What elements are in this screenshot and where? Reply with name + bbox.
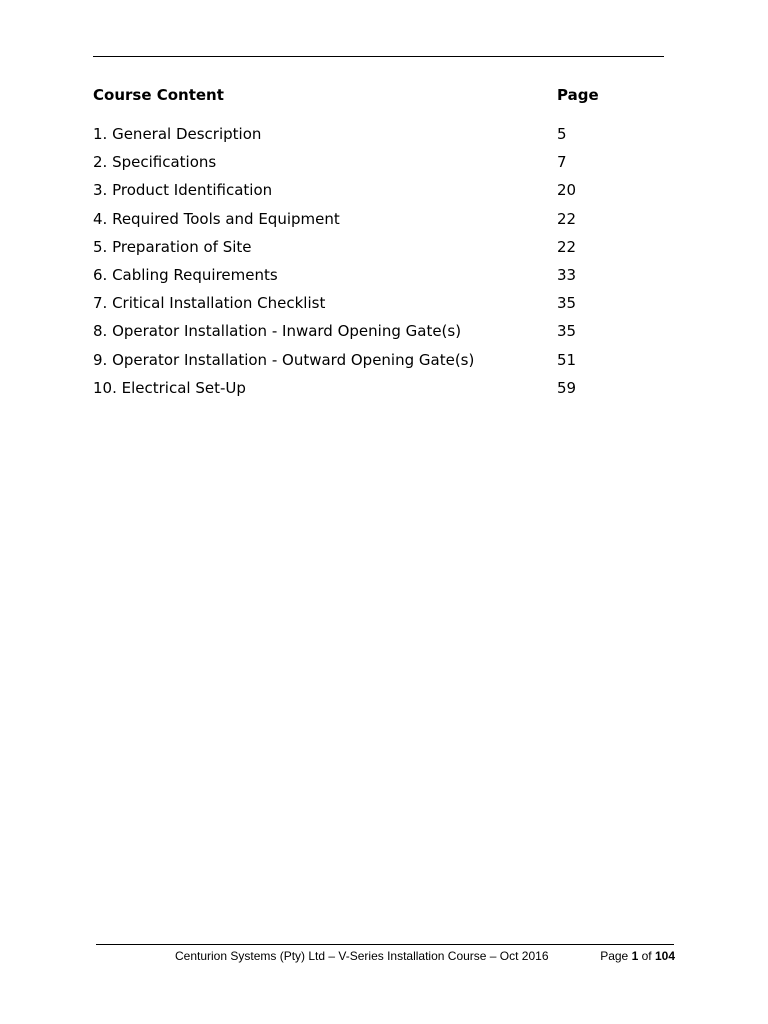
header-rule <box>93 56 664 57</box>
toc-entry-title: 9. Operator Installation - Outward Opening Gate(s) <box>93 350 475 369</box>
toc-entry <box>93 321 613 349</box>
toc-header <box>93 86 613 108</box>
toc-entry-page: 35 <box>557 294 577 313</box>
toc-entry <box>93 152 613 180</box>
toc-entry-title: 7. Critical Installation Checklist <box>93 294 326 313</box>
footer-text: Centurion Systems (Pty) Ltd – V-Series Installation Course – Oct 2016 <box>175 949 549 963</box>
toc-entry <box>93 265 613 293</box>
footer-page-number <box>600 948 675 964</box>
toc-entry-page: 51 <box>557 350 577 369</box>
toc-entry-page: 33 <box>557 265 577 284</box>
toc-entry <box>93 209 613 237</box>
toc-entry-title: 1. General Description <box>93 125 262 143</box>
toc-entry-title: 3. Product Identification <box>93 181 273 200</box>
toc-entry-title: 2. Specifications <box>93 153 217 172</box>
toc-entry-page: 22 <box>557 209 577 228</box>
toc-entry-title: 10. Electrical Set-Up <box>93 378 246 397</box>
footer-total-pages: 104 <box>654 949 675 963</box>
footer-page-label: Page <box>600 949 629 963</box>
toc-heading: Course Content <box>93 86 224 104</box>
toc-entry <box>93 378 613 406</box>
toc-entry <box>93 350 613 378</box>
footer-rule <box>96 944 674 945</box>
toc-entry-title: 5. Preparation of Site <box>93 237 252 256</box>
footer-of-label: of <box>641 949 652 963</box>
toc-entry <box>93 180 613 208</box>
toc-page-heading: Page <box>557 86 599 104</box>
toc-entry-page: 7 <box>557 153 567 172</box>
toc-entry <box>93 237 613 265</box>
toc-entry-page: 35 <box>557 322 577 341</box>
toc-entry-title: 4. Required Tools and Equipment <box>93 209 340 228</box>
toc-entry-page: 59 <box>557 378 577 397</box>
toc-entry <box>93 293 613 321</box>
toc-list <box>93 124 613 406</box>
toc-entry-title: 6. Cabling Requirements <box>93 265 278 284</box>
page-footer <box>96 948 675 966</box>
toc-entry-page: 22 <box>557 237 577 256</box>
footer-current-page: 1 <box>631 949 639 963</box>
toc-entry-page: 5 <box>557 125 567 143</box>
toc-entry-page: 20 <box>557 181 577 200</box>
toc-entry-title: 8. Operator Installation - Inward Opening Gate(s) <box>93 322 462 341</box>
toc-entry <box>93 124 613 152</box>
